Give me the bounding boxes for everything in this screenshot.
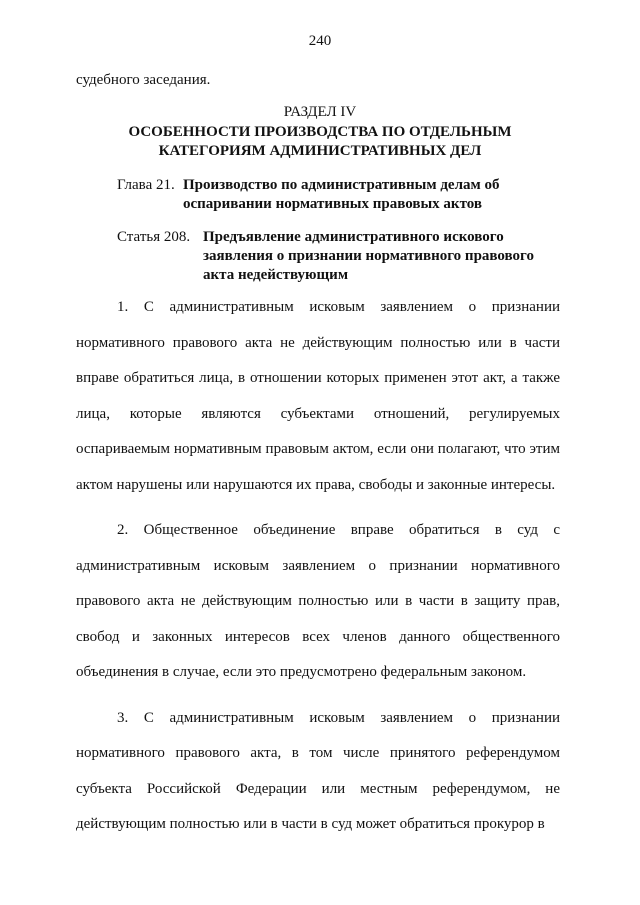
section-heading [0,103,640,161]
paragraph-1: 1. С административным исковым заявлением о признании нормативного правового акта не действующим полностью или в части вправе обратиться лица, в отношении которых применен этот акт, а также лица, которые являются субъектами отношений, регулируемых оспариваемым нормативным правовым актом, если они полагают, что этим актом нарушены или нарушаются их права, свободы и законные интересы. [76,299,560,493]
chapter-title-line: оспаривании нормативных правовых актов [183,196,482,212]
section-title [0,123,640,161]
chapter-heading [117,176,499,214]
chapter-title-line: Производство по административным делам об [183,177,500,193]
section-title-line: КАТЕГОРИЯМ АДМИНИСТРАТИВНЫХ ДЕЛ [158,143,482,159]
article-title-line: акта недействующим [203,267,349,283]
page-number: 240 [308,33,332,49]
paragraph-2: 2. Общественное объединение вправе обратиться в суд с административным исковым заявлением о признании нормативного правового акта не действующим полностью или в части в защиту прав, свобод и законных интересов всех членов данного общественного объединения в случае, если это предусмотрено федеральным законом. [76,522,560,680]
chapter-title [183,176,499,214]
paragraph-3: 3. С административным исковым заявлением о признании нормативного правового акта, в том числе принятого референдумом субъекта Российской Федерации или местным референдумом, не действующим полностью или в части в суд может обратиться прокурор в [76,709,560,832]
continuation-text: судебного заседания. [76,72,211,88]
article-label: Статья 208. [117,229,191,245]
section-label: РАЗДЕЛ IV [283,104,357,120]
article-title-line: Предъявление административного искового [203,229,504,245]
chapter-label: Глава 21. [117,177,175,193]
article-title-line: заявления о признании нормативного правового [203,248,534,264]
article-body [76,290,560,853]
article-heading [117,228,534,285]
section-title-line: ОСОБЕННОСТИ ПРОИЗВОДСТВА ПО ОТДЕЛЬНЫМ [128,124,512,140]
article-title [203,228,534,285]
